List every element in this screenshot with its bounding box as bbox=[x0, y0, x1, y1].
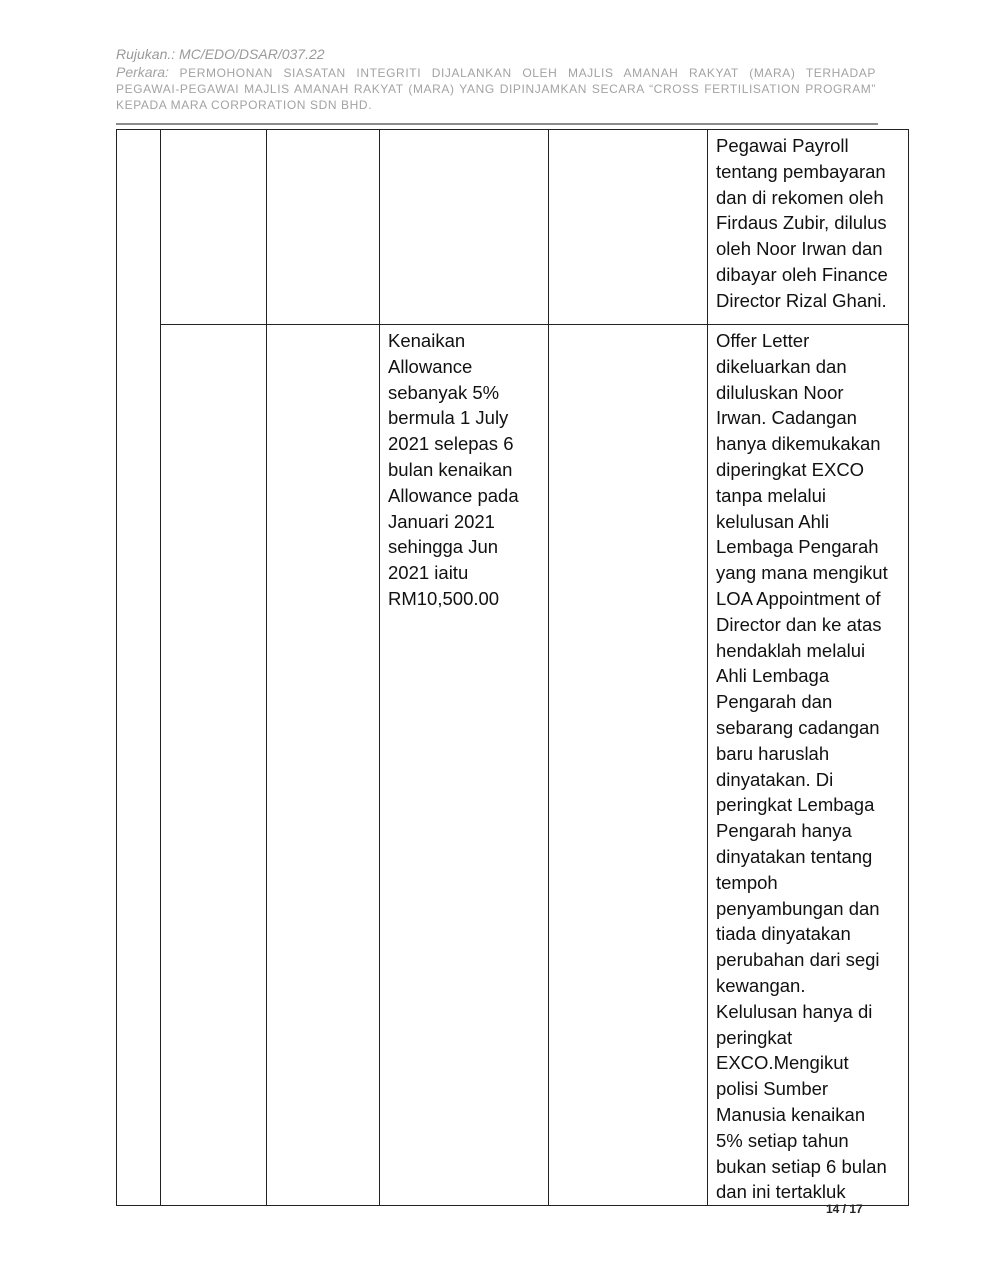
table-cell-empty bbox=[549, 325, 708, 1206]
table-cell-remarks bbox=[708, 130, 909, 325]
subject-line bbox=[116, 64, 876, 113]
table-cell-empty bbox=[267, 325, 380, 1206]
table-row bbox=[117, 130, 909, 325]
header-divider bbox=[116, 123, 878, 125]
table-cell-remarks bbox=[708, 325, 909, 1206]
description-text: Kenaikan Allowance sebanyak 5% bermula 1 July 2021 selepas 6 bulan kenaikan Allowance pada Januari 2021 sehingga Jun 2021 iaitu RM10,500.00 bbox=[388, 330, 519, 609]
table-cell-description bbox=[380, 130, 549, 325]
page-number: 14 / 17 bbox=[826, 1202, 863, 1216]
table-cell-empty bbox=[161, 325, 267, 1206]
table-cell-empty bbox=[161, 130, 267, 325]
table-row bbox=[117, 325, 909, 1206]
table-cell-empty bbox=[549, 130, 708, 325]
reference-number: Rujukan.: MC/EDO/DSAR/037.22 bbox=[116, 46, 325, 62]
table-cell-description bbox=[380, 325, 549, 1206]
table-cell-empty bbox=[117, 130, 161, 1206]
remarks-text: Pegawai Payroll tentang pembayaran dan di rekomen oleh Firdaus Zubir, dilulus oleh Noor Irwan dan dibayar oleh Finance Director Rizal Ghani. bbox=[716, 135, 888, 311]
investigation-table bbox=[116, 129, 909, 1206]
table-cell-empty bbox=[267, 130, 380, 325]
subject-text: PERMOHONAN SIASATAN INTEGRITI DIJALANKAN OLEH MAJLIS AMANAH RAKYAT (MARA) TERHADAP PEGAWAI-PEGAWAI MAJLIS AMANAH RAKYAT (MARA) YANG DIPINJAMKAN SECARA “CROSS FERTILISATION PROGRAM” KEPADA MARA CORPORATION SDN BHD. bbox=[116, 66, 877, 112]
remarks-text: Offer Letter dikeluarkan dan diluluskan Noor Irwan. Cadangan hanya dikemukakan diperingkat EXCO tanpa melalui kelulusan Ahli Lembaga Pengarah yang mana mengikut LOA Appointment of Director dan ke atas hendaklah melalui Ahli Lembaga Pengarah dan sebarang cadangan baru haruslah dinyatakan. Di peringkat Lembaga Pengarah hanya dinyatakan tentang tempoh penyambungan dan tiada dinyatakan perubahan dari segi kewangan. Kelulusan hanya di peringkat EXCO.Mengikut polisi Sumber Manusia kenaikan 5% setiap tahun bukan setiap 6 bulan dan ini tertakluk bbox=[716, 330, 888, 1203]
subject-label: Perkara: bbox=[116, 64, 169, 80]
document-header bbox=[116, 44, 876, 113]
